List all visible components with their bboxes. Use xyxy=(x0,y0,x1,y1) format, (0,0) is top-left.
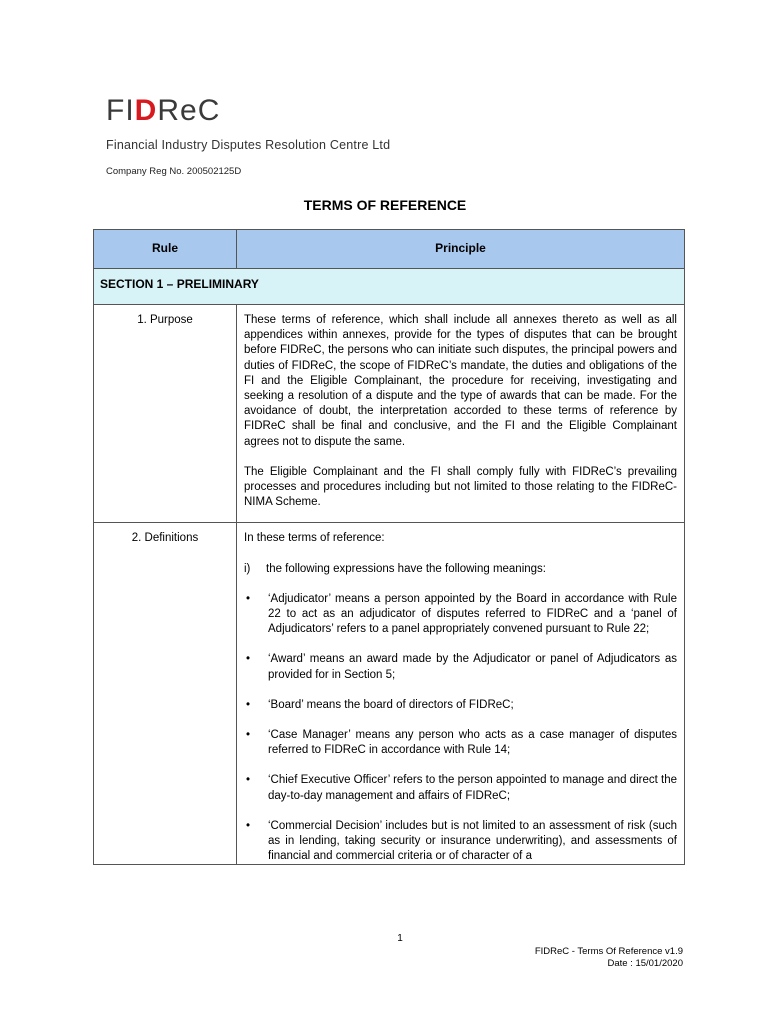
list-item xyxy=(244,773,677,803)
item-text: the following expressions have the following meanings: xyxy=(266,562,546,575)
bullet-icon: • xyxy=(246,774,251,787)
purpose-paragraph-2: The Eligible Complainant and the FI shall comply fully with FIDReC’s prevailing processes and procedures including but not limited to those relating to the FIDReC-NIMA Scheme. xyxy=(244,465,677,509)
principle-purpose xyxy=(237,305,685,523)
purpose-paragraph-1: These terms of reference, which shall include all annexes thereto as well as all appendices within annexes, provide for the types of disputes that can be brought before FIDReC, the persons who can initiate such disputes, the principal powers and duties of FIDReC, the scope of FIDReC’s mandate, the duties and obligations of the FI and the Eligible Complainant, the procedure for receiving, investigating and seeking a resolution of a dispute and the type of awards that can be made. For the avoidance of doubt, the interpretation accorded to these terms of reference by FIDReC shall be final and conclusive, and the FI and the Eligible Complainant agrees not to dispute the same. xyxy=(244,314,677,448)
section-title: SECTION 1 – PRELIMINARY xyxy=(94,269,685,305)
column-header-rule: Rule xyxy=(94,230,237,269)
document-title: TERMS OF REFERENCE xyxy=(303,197,467,213)
table-row-purpose xyxy=(94,305,685,523)
bullet-icon: • xyxy=(246,592,251,605)
fidrec-logo xyxy=(106,96,220,126)
list-item xyxy=(244,698,677,713)
document-date: Date : 15/01/2020 xyxy=(607,958,683,969)
list-item xyxy=(244,592,677,638)
table-row-definitions xyxy=(94,523,685,865)
definitions-item xyxy=(244,562,677,577)
definitions-list xyxy=(244,592,677,865)
rule-definitions: 2. Definitions xyxy=(94,523,237,865)
company-reg-number: Company Reg No. 200502125D xyxy=(106,166,242,177)
definition-text: ‘Award’ means an award made by the Adjudicator or panel of Adjudicators as provided for in Section 5; xyxy=(268,653,677,681)
bullet-icon: • xyxy=(246,698,251,711)
definitions-intro: In these terms of reference: xyxy=(244,532,385,545)
page-footer xyxy=(535,946,683,970)
logo-text-post: ReC xyxy=(157,94,221,127)
page-number: 1 xyxy=(397,933,403,944)
organization-name: Financial Industry Disputes Resolution Centre Ltd xyxy=(106,138,391,152)
definition-text: ‘Case Manager’ means any person who acts as a case manager of disputes referred to FIDReC in accordance with Rule 14; xyxy=(268,729,677,757)
definition-text: ‘Board’ means the board of directors of FIDReC; xyxy=(268,698,514,711)
bullet-icon: • xyxy=(246,653,251,666)
document-version: FIDReC - Terms Of Reference v1.9 xyxy=(534,946,683,957)
definition-text: ‘Commercial Decision’ includes but is not limited to an assessment of risk (such as in lending, taking security or insurance underwriting), and assessments of financial and commercial criteria or of character of a xyxy=(268,819,677,863)
definition-text: ‘Chief Executive Officer’ refers to the person appointed to manage and direct the day-to-day management and affairs of FIDReC; xyxy=(268,774,677,802)
list-item xyxy=(244,819,677,865)
logo-text-pre: FI xyxy=(106,94,135,127)
list-item xyxy=(244,652,677,682)
rule-purpose: 1. Purpose xyxy=(94,305,237,523)
bullet-icon: • xyxy=(246,819,251,832)
table-header-row xyxy=(94,230,685,269)
item-number: i) xyxy=(244,562,251,575)
column-header-principle: Principle xyxy=(237,230,685,269)
section-row xyxy=(94,269,685,305)
principle-definitions xyxy=(237,523,685,865)
terms-table xyxy=(93,229,685,865)
list-item xyxy=(244,728,677,758)
bullet-icon: • xyxy=(246,729,251,742)
logo-text-red: D xyxy=(134,94,158,127)
definition-text: ‘Adjudicator’ means a person appointed by the Board in accordance with Rule 22 to act as an adjudicator of disputes referred to FIDReC and a ‘panel of Adjudicators’ refers to a panel appropriately convened pursuant to Rule 22; xyxy=(268,592,677,636)
